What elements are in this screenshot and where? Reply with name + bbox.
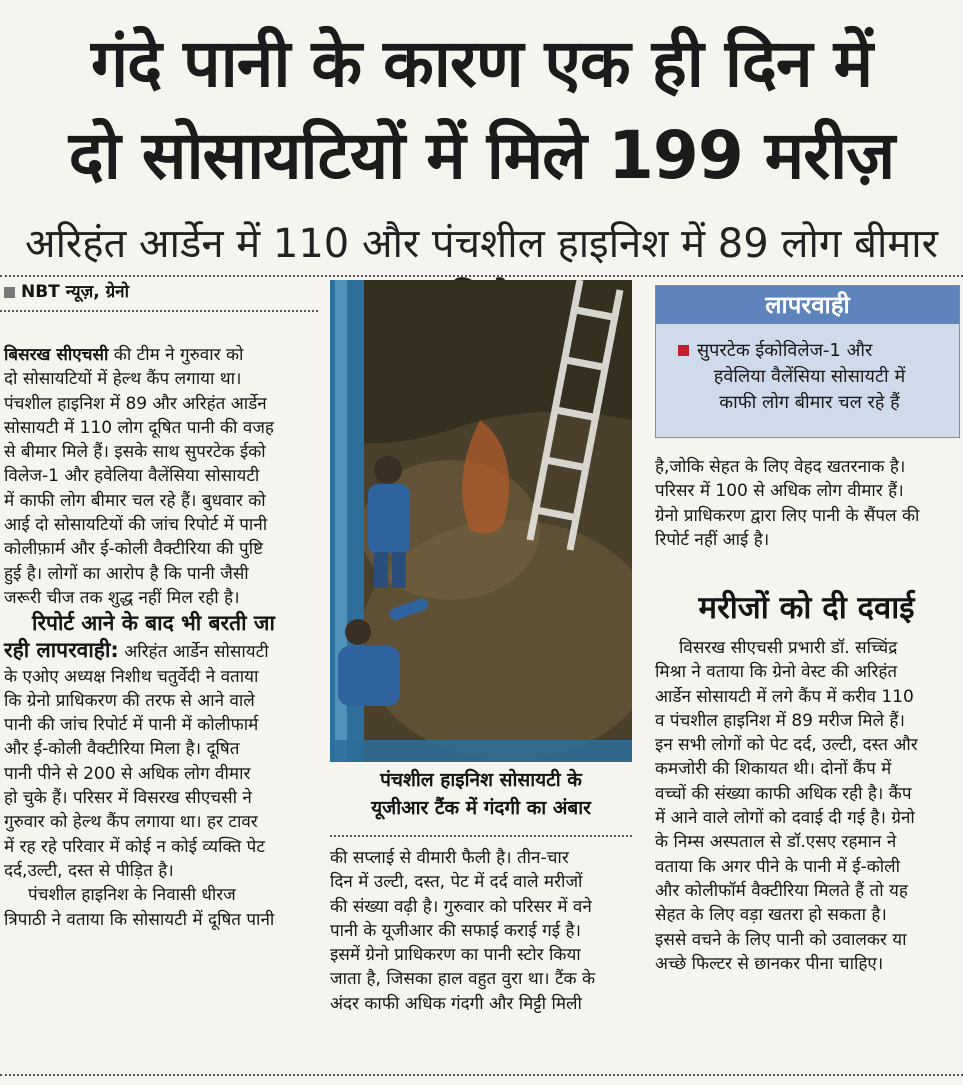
col3-line: व पंचशील हाइनिश में 89 मरीज मिले हैं।: [655, 710, 905, 731]
photo-caption-line-2: यूजीआर टैंक में गंदगी का अंबार: [371, 797, 591, 819]
laparwahi-tag: लापरवाही: [656, 286, 959, 324]
col3-top-line: रिपोर्ट नहीं आई है।: [655, 529, 770, 550]
col1-line: पंचशील हाइनिश में 89 और अरिहंत आर्डेन: [4, 393, 267, 414]
col1-line: विलेज-1 और हवेलिया वैलेंसिया सोसायटी: [4, 466, 260, 487]
laparwahi-line-2: हवेलिया वैलेंसिया सोसायटी में: [713, 366, 906, 387]
col2-line: इसमें ग्रेनो प्राधिकरण का पानी स्टोर किया: [330, 945, 581, 966]
col1-line: में काफी लोग बीमार चल रहे हैं। बुधवार को: [4, 490, 266, 511]
col2-line: की सप्लाई से वीमारी फैली है। तीन-चार: [330, 848, 569, 868]
col1-line-0: [4, 343, 316, 367]
tank-photo: [330, 280, 632, 762]
col3-line: मिश्रा ने वताया कि ग्रेनो वेस्ट की अरिहंत: [655, 662, 898, 683]
col2-line: पानी के यूजीआर की सफाई कराई गई है।: [330, 920, 581, 941]
col1-line: त्रिपाठी ने वताया कि सोसायटी में दूषित पानी: [4, 909, 275, 930]
col3-line: वताया कि अगर पीने के पानी में ई-कोली: [655, 856, 901, 877]
laparwahi-line-1-text: सुपरटेक ईकोविलेज-1 और: [697, 340, 873, 361]
col3-top-line: ग्रेनो प्राधिकरण द्वारा लिए पानी के सैंपल की: [655, 505, 920, 526]
col3-line: अच्छे फिल्टर से छानकर पीना चाहिए।: [655, 953, 884, 974]
col3-line: इन सभी लोगों को पेट दर्द, उल्टी, दस्त और: [655, 735, 918, 756]
photo-caption-line-1: पंचशील हाइनिश सोसायटी के: [380, 769, 582, 791]
photo-caption: [330, 766, 632, 822]
caption-divider: [330, 835, 632, 837]
col1-subhead-tail: रही लापरवाही:: [4, 638, 119, 663]
col1-line: दो सोसायटियों में हेल्थ कैंप लगाया था।: [4, 369, 242, 390]
subheadline: अरिहंत आर्डेन में 110 और पंचशील हाइनिश में 89 लोग बीमार: [25, 221, 938, 267]
col1-line: कि ग्रेनो प्राधिकरण की तरफ से आने वाले: [4, 690, 255, 711]
col1-line: गुरुवार को हेल्थ कैंप लगाया था। हर टावर: [4, 812, 258, 833]
col1-line: जरूरी चीज तक शुद्ध नहीं मिल रही है।: [4, 587, 240, 608]
col1-line: कोलीफ़ार्म और ई-कोली वैक्टीरिया की पुष्टि: [4, 539, 264, 560]
footer-divider: [0, 1074, 963, 1076]
laparwahi-box: [655, 285, 960, 438]
col3-line: विसरख सीएचसी प्रभारी डॉ. सच्चिंद्र: [679, 638, 898, 658]
col3-line: आर्डेन सोसायटी में लगे कैंप में करीव 110: [655, 686, 914, 707]
headline-line-1: गंदे पानी के कारण एक ही दिन में: [90, 25, 873, 102]
col1-line: दर्द,उल्टी, दस्त से पीड़ित है।: [4, 860, 174, 881]
col1-line: पानी की जांच रिपोर्ट में पानी में कोलीफार्म: [4, 715, 259, 736]
laparwahi-text: [656, 324, 959, 416]
col1-line: हुई है। लोगों का आरोप है कि पानी जैसी: [4, 563, 249, 584]
col2-line: जाता है, जिसका हाल वहुत वुरा था। टैंक के: [330, 969, 596, 990]
article-column-1: [4, 343, 316, 932]
headline-line-2: दो सोसायटियों में मिले 199 मरीज़: [68, 117, 895, 194]
col2-line: की संख्या वढ़ी है। गुरुवार को परिसर में वने: [330, 896, 592, 917]
col1-line: के एओए अध्यक्ष निशीथ चतुर्वेदी ने वताया: [4, 666, 259, 687]
col3-line: के निम्स अस्पताल से डॉ.एसए रहमान ने: [655, 832, 897, 853]
laparwahi-line-3: काफी लोग बीमार चल रहे हैं: [719, 392, 900, 413]
tank-photo-art: [330, 280, 632, 762]
col3-line: इससे वचने के लिए पानी को उवालकर या: [655, 929, 907, 950]
col1-subhead-line-2: [4, 637, 316, 664]
article-column-2: [330, 846, 632, 1016]
byline: [4, 279, 129, 302]
col1-line: और ई-कोली वैक्टीरिया मिला है। दूषित: [4, 739, 240, 760]
col1-line: पानी पीने से 200 से अधिक लोग वीमार: [4, 763, 251, 784]
red-bullet-icon: [678, 345, 689, 356]
col1-subhead-line-1: रिपोर्ट आने के बाद भी बरती जा: [32, 611, 275, 636]
col3-line: और कोलीफॉर्म वैक्टीरिया मिलते हैं तो यह: [655, 880, 908, 901]
col1-line: में रह रहे परिवार में कोई न कोई व्यक्ति पेट: [4, 836, 265, 857]
col3-line: वच्चों की संख्या काफी अधिक रही है। कैंप: [655, 783, 912, 804]
col1-lead: बिसरख सीएचसी: [4, 345, 109, 365]
col3-top-line: परिसर में 100 से अधिक लोग वीमार हैं।: [655, 481, 904, 502]
col3-top-line: है,जोकि सेहत के लिए वेहद खतरनाक है।: [655, 457, 906, 477]
section-heading-dawai: मरीजों को दी दवाई: [698, 590, 915, 626]
col1-line-0-rest: की टीम ने गुरुवार को: [113, 345, 244, 365]
col3-line: में आने वाले लोगों को दवाई दी गई है। ग्रेनो: [655, 808, 915, 829]
byline-divider: [0, 310, 318, 312]
byline-square-icon: [4, 287, 15, 298]
col1-line: आई दो सोसायटियों की जांच रिपोर्ट में पानी: [4, 515, 268, 536]
col1-line: से बीमार मिले हैं। इसके साथ सुपरटेक ईको: [4, 442, 266, 463]
col1-line: हो चुके हैं। परिसर में विसरख सीएचसी ने: [4, 788, 252, 809]
laparwahi-line-1: [678, 338, 941, 364]
col2-line: दिन में उल्टी, दस्त, पेट में दर्द वाले मरीजों: [330, 872, 583, 893]
col1-line: सोसायटी में 110 लोग दूषित पानी की वजह: [4, 417, 274, 438]
col2-line: अंदर काफी अधिक गंदगी और मिट्टी मिली: [330, 993, 582, 1014]
headline: [0, 18, 963, 202]
col1-para2-first: अरिहंत आर्डेन सोसायटी: [124, 642, 269, 663]
col3-line: सेहत के लिए वड़ा खतरा हो सकता है।: [655, 905, 887, 926]
byline-text: NBT न्यूज़, ग्रेनो: [21, 282, 129, 302]
col3-line: कमजोरी की शिकायत थी। दोनों कैंप में: [655, 759, 892, 780]
col1-line: पंचशील हाइनिश के निवासी धीरज: [28, 885, 236, 906]
header-divider: [0, 275, 963, 277]
article-column-3: [655, 636, 958, 976]
article-column-3-top: [655, 455, 958, 552]
